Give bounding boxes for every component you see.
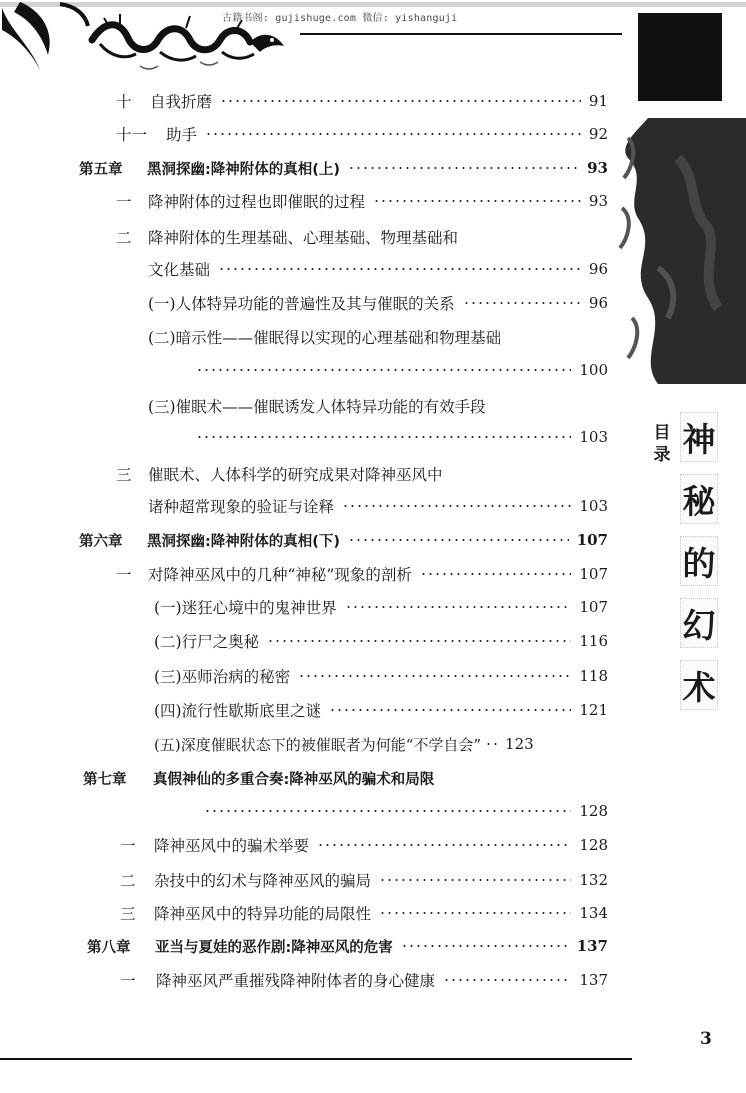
toc-leader-dots (379, 912, 571, 914)
toc-entry (116, 90, 608, 112)
toc-page-number: 93 (588, 192, 608, 210)
toc-page-number: 96 (588, 294, 608, 312)
toc-entry (116, 463, 608, 485)
toc-page-number: 118 (579, 667, 608, 685)
toc-chapter-number: 第六章 (79, 533, 123, 550)
book-title-char: 的 (680, 536, 718, 586)
footer-rule (0, 1058, 632, 1060)
toc-entry-title: 黑洞探幽:降神附体的真相(上) (147, 161, 341, 178)
toc-page-number: 128 (579, 802, 608, 820)
toc-entry-title: (三)催眠术——催眠诱发人体特异功能的有效手段 (148, 398, 486, 416)
toc-entry-title: 杂技中的幻术与降神巫风的骗局 (154, 872, 372, 890)
toc-page-number: 103 (579, 428, 608, 446)
toc-subentry (148, 326, 608, 348)
toc-entry-continued (148, 258, 608, 280)
toc-entry-title: (三)巫师治病的秘密 (154, 668, 291, 686)
toc-section-number: 二 (116, 229, 132, 247)
toc-subentry (154, 596, 608, 618)
toc-section-number: 三 (116, 466, 132, 484)
toc-leader-dots (196, 369, 571, 371)
toc-page-number: 92 (588, 125, 608, 143)
toc-page-number: 107 (579, 565, 608, 583)
toc-leader-dots (267, 640, 571, 642)
toc-section-number: 三 (120, 905, 136, 923)
toc-section-number: 一 (120, 837, 136, 855)
toc-entry-title: (四)流行性歇斯底里之谜 (154, 702, 322, 720)
toc-page-number: 103 (579, 497, 608, 515)
toc-entry-title: 黑洞探幽:降神附体的真相(下) (147, 533, 341, 550)
toc-entry-title: 诸种超常现象的验证与诠释 (148, 498, 335, 516)
toc-entry-title: 降神巫风严重摧残降神附体者的身心健康 (156, 972, 436, 990)
toc-chapter-entry (87, 935, 608, 957)
toc-leader-dots (463, 302, 581, 304)
toc-entry-title: 真假神仙的多重合奏:降神巫风的骗术和局限 (153, 771, 435, 788)
toc-entry-title: (一)人体特异功能的普遍性及其与催眠的关系 (148, 295, 455, 313)
toc-chapter-number: 第五章 (79, 161, 123, 178)
black-decor-block (638, 13, 722, 101)
toc-leader-dots (420, 573, 572, 575)
toc-leader-dots (345, 606, 572, 608)
toc-section-number: 一 (116, 566, 132, 584)
toc-entry-title: 降神巫风中的特异功能的局限性 (154, 905, 372, 923)
toc-page-number: 93 (587, 159, 608, 177)
toc-section-number: 一 (116, 193, 132, 211)
toc-entry-title: 自我折磨 (150, 93, 213, 111)
toc-entry (116, 190, 608, 212)
toc-page-number: 137 (579, 971, 608, 989)
toc-entry-title: 降神附体的过程也即催眠的过程 (148, 193, 366, 211)
watermark-text: 古籍书阁: gujishuge.com 微信: yishanguji (222, 13, 458, 24)
book-title-char: 幻 (680, 598, 718, 648)
toc-page-number: 91 (588, 92, 608, 110)
toc-entry-title: 对降神巫风中的几种“神秘”现象的剖析 (148, 566, 412, 584)
toc-section-number: 二 (120, 872, 136, 890)
toc-entry (120, 834, 608, 856)
toc-leader-dots (298, 675, 571, 677)
toc-chapter-entry (79, 529, 608, 551)
toc-page-number: 137 (576, 937, 608, 955)
toc-entry (116, 563, 608, 585)
toc-leader-dots (317, 844, 571, 846)
page-number: 3 (700, 1029, 712, 1049)
toc-page-number: 134 (579, 904, 608, 922)
toc-subentry-continued (196, 426, 608, 448)
toc-leader-dots (205, 133, 581, 135)
toc-leader-dots (204, 810, 571, 812)
toc-chapter-entry (83, 767, 608, 789)
toc-subentry (154, 665, 608, 687)
toc-leader-dots (379, 879, 571, 881)
toc-entry-title: (二)行尸之奥秘 (154, 633, 260, 651)
toc-subentry (154, 630, 608, 652)
toc-page-number: 107 (579, 598, 608, 616)
toc-entry-title: (五)深度催眠状态下的被催眠者为何能“不学自会” (154, 735, 482, 754)
toc-entry-title: 助手 (166, 126, 198, 144)
toc-entry (120, 969, 608, 991)
toc-page-number: 128 (579, 836, 608, 854)
toc-page-number: 123 (505, 735, 534, 753)
toc-leader-dots (342, 505, 571, 507)
toc-entry-title: (二)暗示性——催眠得以实现的心理基础和物理基础 (148, 329, 502, 347)
toc-subentry-continued (196, 359, 608, 381)
book-title-char: 神 (680, 412, 718, 462)
toc-section-number: 十一 (116, 126, 148, 144)
header-rule (300, 33, 622, 35)
toc-leader-dots (443, 979, 571, 981)
toc-subentry (154, 699, 608, 721)
toc-entry (116, 226, 608, 248)
toc-page-number: 100 (579, 361, 608, 379)
toc-leader-dots (485, 743, 501, 745)
toc-entry (120, 869, 608, 891)
toc-entry-title: (一)迷狂心境中的鬼神世界 (154, 599, 337, 617)
toc-chapter-number: 第七章 (83, 771, 127, 788)
toc-entry-title: 降神巫风中的骗术举要 (154, 837, 310, 855)
toc-page-number: 132 (579, 871, 608, 889)
toc-entry-title: 降神附体的生理基础、心理基础、物理基础和 (148, 229, 459, 247)
toc-page-number: 121 (579, 701, 608, 719)
toc-leader-dots (329, 709, 571, 711)
toc-chapter-number: 第八章 (87, 939, 131, 956)
toc-subentry (148, 395, 608, 417)
toc-subentry (148, 292, 608, 314)
toc-subentry (154, 733, 608, 755)
toc-leader-dots (220, 100, 581, 102)
ink-wash-decoration-icon (618, 118, 746, 384)
book-title-char: 秘 (680, 474, 718, 524)
toc-page-number: 107 (576, 531, 608, 549)
toc-entry (116, 123, 608, 145)
book-title-vertical (680, 412, 722, 722)
toc-leader-dots (196, 436, 571, 438)
toc-leader-dots (373, 200, 581, 202)
toc-leader-dots (401, 945, 569, 947)
toc-entry-title: 亚当与夏娃的恶作剧:降神巫风的危害 (155, 939, 393, 956)
toc-section-number: 一 (120, 972, 136, 990)
toc-entry-title: 文化基础 (148, 261, 211, 279)
toc-entry (120, 902, 608, 924)
toc-leader-dots (348, 167, 579, 169)
toc-leader-dots (348, 539, 569, 541)
book-title-char: 术 (680, 660, 718, 710)
toc-chapter-continued (204, 800, 608, 822)
toc-chapter-entry (79, 157, 608, 179)
toc-section-number: 十 (116, 93, 132, 111)
toc-page-number: 96 (588, 260, 608, 278)
toc-entry-continued (148, 495, 608, 517)
toc-page-number: 116 (579, 632, 608, 650)
side-label-contents: 目录 (653, 423, 671, 465)
toc-entry-title: 催眠术、人体科学的研究成果对降神巫风中 (148, 466, 443, 484)
toc-leader-dots (218, 268, 581, 270)
